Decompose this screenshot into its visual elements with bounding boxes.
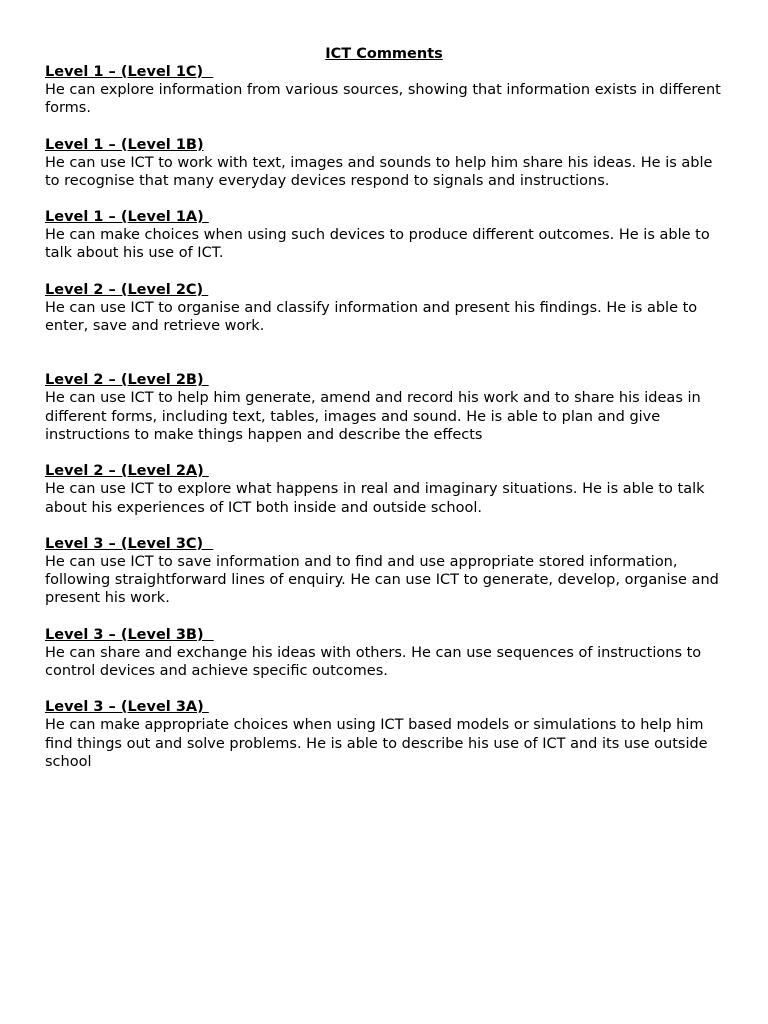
level-comment: He can use ICT to work with text, images and sounds to help him share his ideas. He is able to recognise that many everyday devices respond to signals and instructions.	[45, 154, 713, 189]
level-section-3a	[45, 698, 723, 771]
level-section-1c	[45, 63, 723, 118]
level-comment: He can use ICT to organise and classify information and present his findings. He is able to enter, save and retrieve work.	[45, 299, 698, 335]
section-spacer	[45, 680, 723, 698]
level-comment: He can use ICT to explore what happens in real and imaginary situations. He is able to talk about his experiences of ICT both inside and outside school.	[45, 481, 705, 516]
level-heading: Level 3 – (Level 3C)	[45, 535, 214, 552]
level-heading: Level 2 – (Level 2A)	[45, 463, 209, 480]
level-section-2b	[45, 371, 723, 444]
level-section-1a	[45, 208, 723, 263]
section-spacer	[45, 190, 723, 208]
section-spacer	[45, 263, 723, 281]
level-heading: Level 1 – (Level 1A)	[45, 209, 209, 226]
level-comment: He can share and exchange his ideas with others. He can use sequences of instructions to control devices and achieve specific outcomes.	[45, 644, 702, 680]
section-spacer	[45, 608, 723, 626]
level-comment: He can explore information from various sources, showing that information exists in different forms.	[45, 82, 721, 117]
level-section-3c	[45, 535, 723, 608]
level-comment: He can use ICT to save information and to find and use appropriate stored information, following straightforward lines of enquiry. He can use ICT to generate, develop, organise and present his work.	[45, 553, 719, 607]
level-section-1b	[45, 136, 723, 191]
level-section-2c	[45, 281, 723, 336]
level-comment: He can use ICT to help him generate, amend and record his work and to share his ideas in different forms, including text, tables, images and sound. He is able to plan and give instructions to make things happen and describe the effects	[45, 390, 701, 443]
level-heading: Level 2 – (Level 2B)	[45, 372, 209, 389]
level-comment: He can make appropriate choices when using ICT based models or simulations to help him find things out and solve problems. He is able to describe his use of ICT and its use outside school	[45, 717, 708, 770]
level-heading: Level 3 – (Level 3B)	[45, 626, 214, 643]
level-comment: He can make choices when using such devices to produce different outcomes. He is able to talk about his use of ICT.	[45, 227, 710, 262]
section-spacer	[45, 335, 723, 371]
level-heading: Level 3 – (Level 3A)	[45, 699, 209, 716]
level-heading: Level 1 – (Level 1C)	[45, 64, 214, 80]
level-section-2a	[45, 462, 723, 517]
document-title: ICT Comments	[325, 46, 443, 62]
section-spacer	[45, 118, 723, 136]
section-spacer	[45, 517, 723, 535]
section-spacer	[45, 444, 723, 462]
level-heading: Level 2 – (Level 2C)	[45, 281, 209, 298]
level-section-3b	[45, 626, 723, 681]
level-heading: Level 1 – (Level 1B)	[45, 136, 204, 153]
